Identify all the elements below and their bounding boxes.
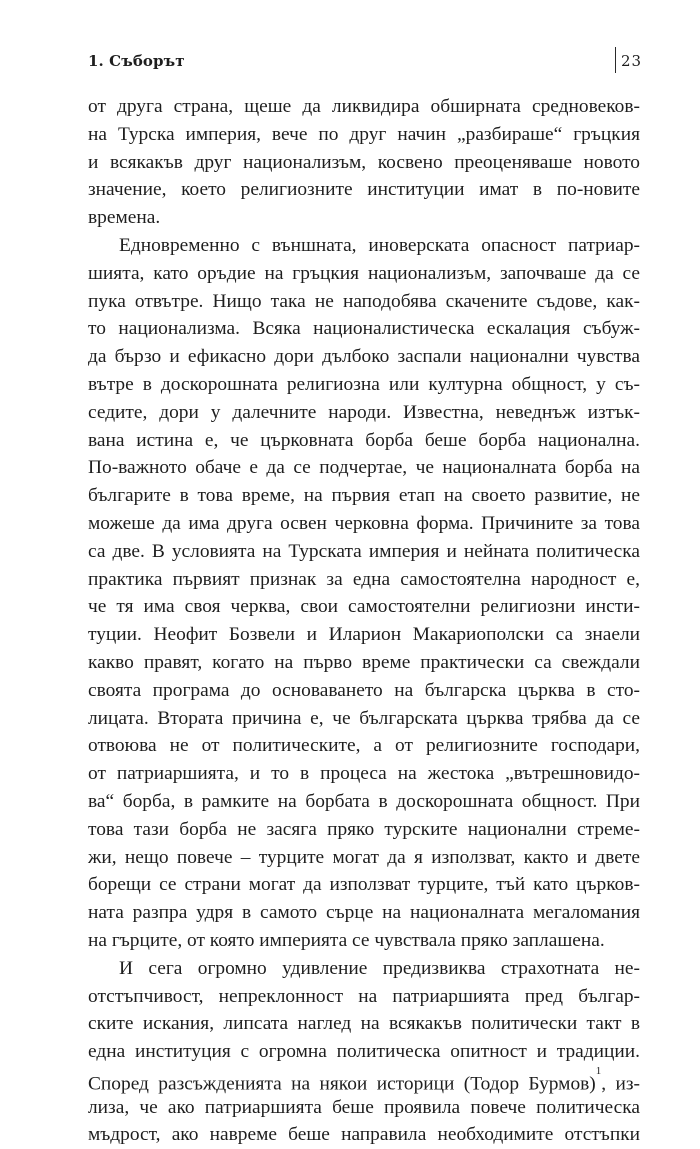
text-line: ва“ борба, в рамките на борбата в доскорошната общност. При: [88, 790, 640, 812]
text-line: Едновременно с външната, иноверската опасност патриар-: [119, 234, 640, 256]
text-line: една институция с огромна политическа опитност и традиции.: [88, 1041, 640, 1063]
text-line: пука отвътре. Нищо така не наподобява скачените съдове, как-: [88, 290, 640, 312]
footnote-marker[interactable]: 1: [595, 1064, 602, 1077]
text-line: значение, което религиозните институции имат в по-новите: [88, 179, 640, 201]
body-text: [88, 93, 640, 1149]
text-line: и всякакъв друг национализъм, косвено преоценяваше новото: [88, 151, 640, 173]
text-line: туции. Неофит Бозвели и Иларион Макариополски са знаели: [88, 624, 640, 646]
text-line: седите, дори у далечните народи. Известна, неведнъж изтък-: [88, 401, 640, 423]
text-line: на Турска империя, вече по друг начин „разбираше“ гръцкия: [88, 123, 640, 145]
text-line: лиза, че ако патриаршията беше проявила повече политическа: [88, 1096, 640, 1118]
text-line: какво правят, когато на първо време практически са свеждали: [88, 651, 640, 673]
text-line: от патриаршията, и то в процеса на жестока „вътрешновидо-: [88, 763, 640, 785]
text-line: ната разпра удря в самото сърце на националната мегаломания: [88, 902, 640, 924]
text-line: своята програма до основаването на българска църква в сто-: [88, 679, 640, 701]
text-line: са две. В условията на Турската империя и нейната политическа: [88, 540, 640, 562]
text-line: борещи се страни могат да използват турците, тъй като църков-: [88, 874, 640, 896]
text-line: мъдрост, ако навреме беше направила необходимите отстъпки: [88, 1124, 640, 1146]
text-line: да бързо и ефикасно дори дълбоко заспали национални чувства: [88, 346, 640, 368]
running-header: [88, 50, 643, 74]
text-line: вътре в доскорошната религиозна или културна общност, у съ-: [88, 373, 640, 395]
text-line: от друга страна, щеше да ликвидира обширната средновеков-: [88, 96, 640, 117]
text-line: И сега огромно удивление предизвиква страхотната не-: [119, 957, 640, 979]
text-line: че тя има своя черква, свои самостоятелни религиозни инсти-: [88, 596, 640, 618]
text-line: шията, като оръдие на гръцкия национализъм, започваше да се: [88, 262, 640, 284]
text-segment: Според разсъжденията на някои историци (Тодор Бурмов): [88, 1073, 596, 1095]
text-line: лицата. Втората причина е, че българската църква трябва да се: [88, 707, 640, 729]
text-line: отвоюва не от политическите, а от религиозните господари,: [88, 735, 640, 757]
text-line: това тази борба не засяга пряко турските национални стреме-: [88, 818, 640, 840]
chapter-title: 1. Съборът: [88, 52, 185, 70]
text-line: времена.: [88, 207, 161, 229]
text-line: По-важното обаче е да се подчертае, че националната борба на: [88, 457, 640, 479]
text-line: отстъпчивост, непреклонност на патриаршията пред българ-: [88, 985, 640, 1007]
text-line: то национализма. Всяка националистическа ескалация събуж-: [88, 318, 640, 340]
text-line: на гърците, от която империята се чувствала пряко заплашена.: [88, 929, 605, 951]
text-line: можеше да има друга освен черковна форма. Причините за това: [88, 512, 640, 534]
text-line: практика първият признак за една самостоятелна народност е,: [88, 568, 640, 590]
text-line-with-footnote: [88, 1066, 640, 1094]
text-line: жи, нещо повече – турците могат да я използват, както и двете: [88, 846, 640, 868]
text-segment: , из-: [601, 1073, 640, 1095]
header-divider: [615, 47, 616, 73]
text-line: българите в това време, на първия етап на своето развитие, не: [88, 485, 640, 507]
text-line: ските искания, липсата наглед на всякакъв политически такт в: [88, 1013, 640, 1035]
text-line: вана истина е, че църковната борба беше борба национална.: [88, 429, 640, 451]
page-number: 23: [621, 52, 643, 70]
